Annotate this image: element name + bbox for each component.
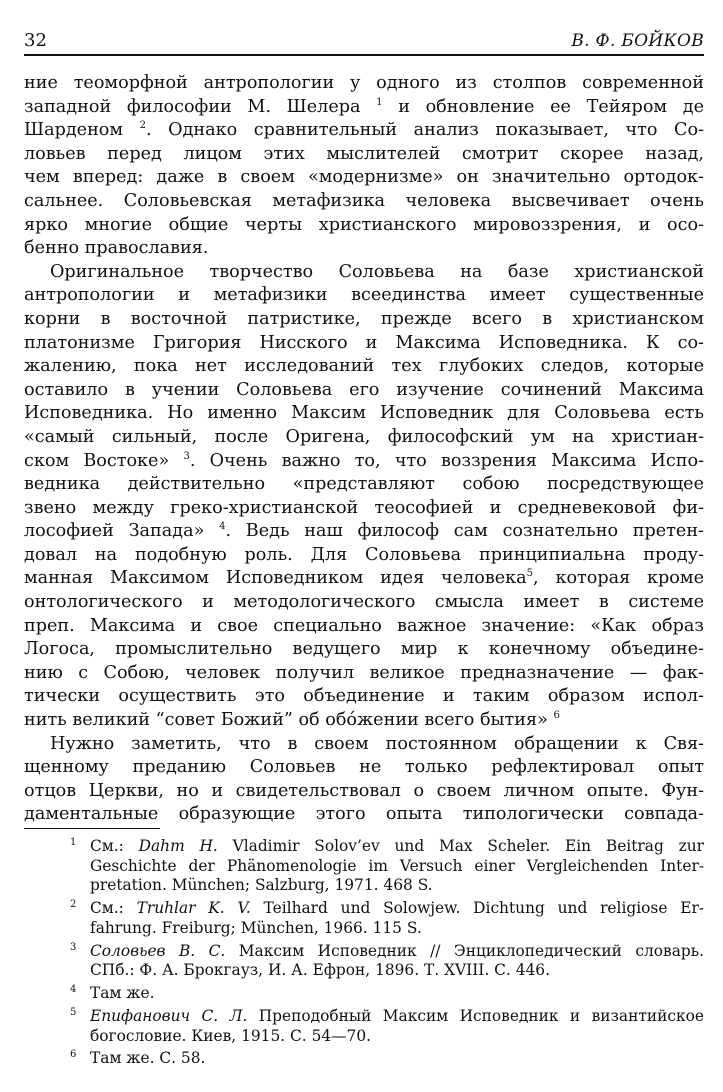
- footnote-5: [24, 1007, 704, 1046]
- footnote-line: Епифанович С. Л. Преподобный Максим Исповедник и византийское: [90, 1006, 704, 1025]
- text-line: корни в восточной патристике, прежде всего в христианском: [24, 308, 704, 329]
- text-line: манная Максимом Исповедником идея человека$^5$, которая кроме: [24, 568, 704, 589]
- footnote-line: См.: Dahm H. Vladimir Solov’ev und Max Scheler. Ein Beitrag zur: [90, 837, 704, 855]
- footnote-number: 4: [70, 984, 77, 996]
- text-line: ярко многие общие черты христианского мировоззрения, и осо-: [24, 214, 704, 235]
- text-line: жалению, пока нет исследований тех глубоких следов, которые: [24, 356, 704, 377]
- footnote-ref[interactable]: 5: [526, 568, 534, 580]
- footnote-line: СПб.: Ф. А. Брокгауз, И. А. Ефрон, 1896. Т. XVIII. С. 446.: [90, 961, 550, 980]
- text-line: щенному преданию Соловьев не только рефлектировал опыт: [24, 757, 704, 778]
- footnote-4: [24, 984, 704, 1004]
- footnote-number: 6: [70, 1049, 77, 1061]
- text-line: Логоса, промыслительно ведущего мир к конечному объедине-: [24, 639, 704, 660]
- text-line: сальнее. Соловьевская метафизика человека высвечивает очень: [24, 190, 704, 211]
- footnote-line: Там же. С. 58.: [90, 1049, 206, 1068]
- text-line: звено между греко-христианской теософией и средневековой фи-: [24, 497, 704, 518]
- text-line: лософией Запада» $^4$. Ведь наш философ сам сознательно претен-: [24, 521, 704, 542]
- text-line: Оригинальное творчество Соловьева на базе христианской: [50, 261, 704, 282]
- text-line: тически осуществить это объединение и таким образом испол-: [24, 686, 704, 707]
- footnote-2: [24, 899, 704, 938]
- text-line: ведника действительно «представляют собою посредствующее: [24, 474, 704, 495]
- text-line: антропологии и метафизики всеединства имеет существенные: [24, 285, 704, 306]
- footnote-number: 5: [70, 1006, 77, 1018]
- footnote-author: Truhlar K. V.: [136, 899, 251, 918]
- text-line: даментальные образующие этого опыта типологически совпада-: [24, 804, 704, 825]
- footnote-line: Соловьев В. С. Максим Исповедник // Энциклопедический словарь.: [90, 941, 704, 960]
- footnote-rule: [24, 828, 160, 829]
- text-line: бенно православия.: [24, 238, 209, 259]
- header-rule: [24, 54, 704, 56]
- text-line: оставило в учении Соловьева его изучение сочинений Максима: [24, 379, 704, 400]
- footnote-number: 1: [70, 837, 77, 848]
- footnote-line: Geschichte der Phänomenologie im Versuch einer Vergleichenden Inter-: [90, 856, 704, 875]
- footnote-author: Соловьев В. С.: [90, 941, 226, 960]
- text-line: ловьев перед лицом этих мыслителей смотрит скорее назад,: [24, 143, 704, 164]
- footnote-1: [24, 837, 704, 896]
- footnote-ref[interactable]: 6: [553, 710, 560, 722]
- text-line: отцов Церкви, но и свидетельствовал о своем личном опыте. Фун-: [24, 780, 704, 801]
- text-line: ском Востоке» $^3$. Очень важно то, что воззрения Максима Испо-: [24, 450, 704, 471]
- text-line: западной философии М. Шелера $^1$ и обновление ее Тейяром де: [24, 96, 704, 117]
- footnote-ref[interactable]: 3: [183, 450, 190, 462]
- footnote-ref[interactable]: 4: [219, 521, 226, 533]
- text-line: преп. Максима и свое специально важное значение: «Как образ: [24, 615, 704, 636]
- footnote-ref[interactable]: 1: [376, 96, 383, 108]
- footnote-ref[interactable]: 2: [139, 120, 147, 132]
- footnote-3: [24, 942, 704, 981]
- body-text: [24, 72, 704, 827]
- text-line: ние теоморфной антропологии у одного из столпов современной: [24, 73, 704, 93]
- footnote-author: Dahm H.: [138, 837, 218, 855]
- text-line: «самый сильный, после Оригена, философский ум на христиан-: [24, 426, 704, 447]
- text-line: Исповедника. Но именно Максим Исповедник для Соловьева есть: [24, 403, 704, 424]
- footnote-6: [24, 1049, 704, 1069]
- footnote-number: 2: [70, 899, 77, 911]
- text-line: платонизме Григория Нисского и Максима Исповедника. К со-: [24, 332, 704, 353]
- text-line: онтологического и методологического смысла имеет в системе: [24, 592, 704, 613]
- page-header: [24, 30, 704, 54]
- text-line: нить великий “совет Божий” об обóжении всего бытия» $^6$: [24, 710, 560, 731]
- text-line: довал на подобную роль. Для Соловьева принципиальна проду-: [24, 544, 704, 565]
- footnote-line: Там же.: [90, 984, 155, 1003]
- footnote-author: Епифанович С. Л.: [90, 1006, 248, 1025]
- footnote-line: fahrung. Freiburg; München, 1966. 115 S.: [90, 918, 422, 937]
- footnote-number: 3: [70, 941, 77, 953]
- footnote-line: pretation. München; Salzburg, 1971. 468 S.: [90, 876, 433, 895]
- text-line: чем вперед: даже в своем «модернизме» он значительно ортодок-: [24, 167, 704, 188]
- text-line: Нужно заметить, что в своем постоянном обращении к Свя-: [50, 733, 704, 754]
- page-number: 32: [24, 30, 47, 51]
- footnote-line: богословие. Киев, 1915. С. 54—70.: [90, 1026, 372, 1045]
- text-line: Шарденом $^2$. Однако сравнительный анализ показывает, что Со-: [24, 120, 704, 141]
- footnotes: [24, 837, 704, 1072]
- footnote-line: См.: Truhlar K. V. Teilhard und Solowjew. Dichtung und religiose Er-: [90, 899, 704, 918]
- text-line: нию с Собою, человек получил великое предназначение — фак-: [24, 662, 704, 683]
- running-head: В. Ф. БОЙКОВ: [571, 31, 704, 51]
